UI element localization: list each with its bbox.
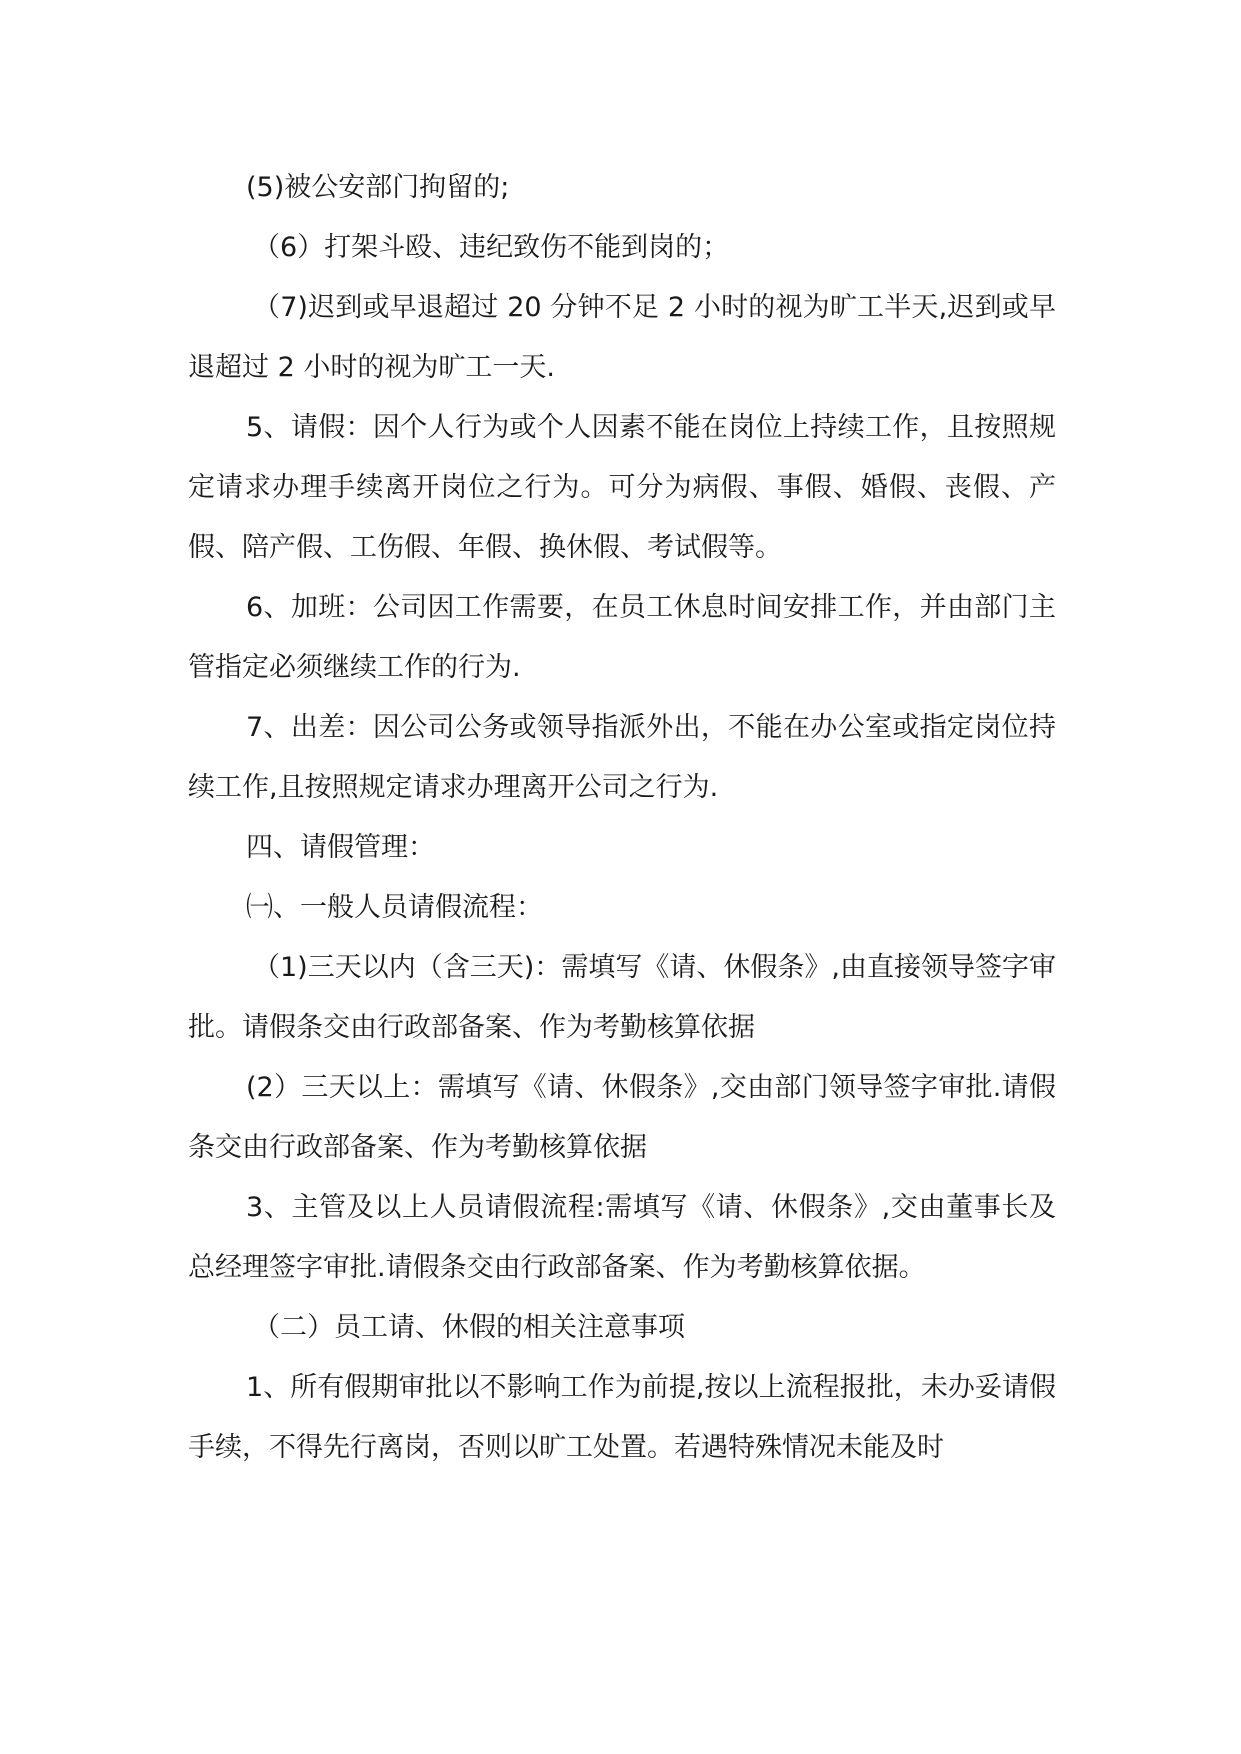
paragraph-item-5: (5)被公安部门拘留的; [246,172,510,203]
document-body [188,158,1056,1478]
subheading-general-staff-process: ㈠、一般人员请假流程： [246,892,543,923]
paragraph-item-6: （6）打架斗殴、违纪致伤不能到岗的； [253,232,730,263]
paragraph-business-trip-definition: 7、出差：因公司公务或领导指派外出，不能在办公室或指定岗位持续工作,且按照规定请求办理离开公司之行为. [188,712,1056,803]
paragraph-approval-premise: 1、所有假期审批以不影响工作为前提,按以上流程报批，未办妥请假手续，不得先行离岗，否则以旷工处置。若遇特殊情况未能及时 [188,1372,1056,1463]
paragraph-over-three-days: (2）三天以上：需填写《请、休假条》,交由部门领导签字审批.请假条交由行政部备案、作为考勤核算依据 [188,1072,1056,1163]
paragraph-within-three-days: （1)三天以内（含三天)：需填写《请、休假条》,由直接领导签字审批。请假条交由行政部备案、作为考勤核算依据 [188,952,1056,1043]
subheading-leave-notes: （二）员工请、休假的相关注意事项 [253,1312,685,1343]
paragraph-manager-process: 3、主管及以上人员请假流程:需填写《请、休假条》,交由董事长及总经理签字审批.请假条交由行政部备案、作为考勤核算依据。 [188,1192,1056,1283]
paragraph-item-7: （7)迟到或早退超过 20 分钟不足 2 小时的视为旷工半天,迟到或早退超过 2 小时的视为旷工一天. [188,292,1056,383]
paragraph-overtime-definition: 6、加班：公司因工作需要，在员工休息时间安排工作，并由部门主管指定必须继续工作的行为. [188,592,1056,683]
paragraph-leave-definition: 5、请假：因个人行为或个人因素不能在岗位上持续工作，且按照规定请求办理手续离开岗位之行为。可分为病假、事假、婚假、丧假、产假、陪产假、工伤假、年假、换休假、考试假等。 [188,412,1056,563]
section-heading-leave-management: 四、请假管理： [246,832,435,863]
